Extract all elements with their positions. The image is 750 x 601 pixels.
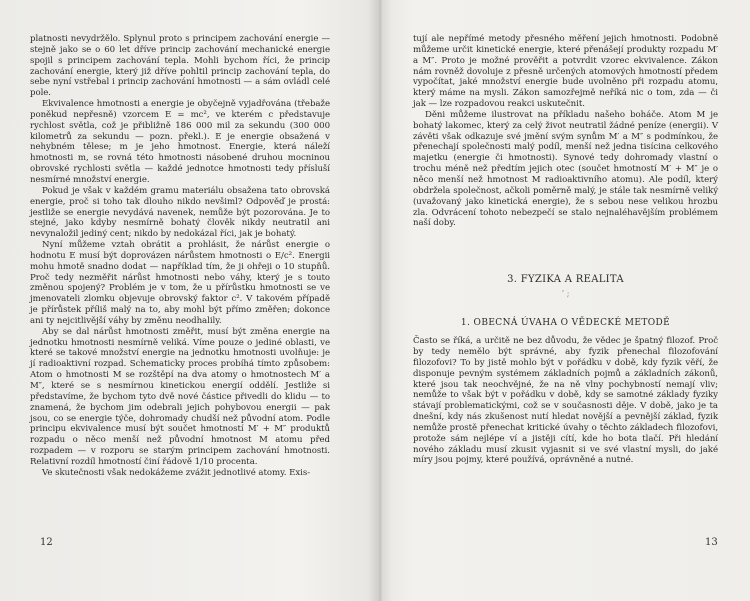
paragraph: Děni můžeme ilustrovat na příkladu našeho boháče. Atom M je bohatý lakomec, který za celý život neutratil žádné peníze (energii). V závěti však odkazuje své jmění svým synům M′ a M″ s podmínkou, že přenechají společnosti malý podíl, menší než jedna tisícina celkového majetku (energie či hmotnosti). Synové tedy dohromady vlastní o trochu méně než předtím jejich otec (součet hmotností M′ + M″ je o něco menší než hmotnost M radioaktivního atomu). Ale podíl, který obdržela společnost, ačkoli poměrně malý, je stále tak nesmírně veliký (uvažovaný jako kinetická energie), že s sebou nese velikou hrozbu zla. Odvrácení tohoto nebezpečí se stalo nejnaléhavějším problémem naší doby.	[413, 109, 718, 229]
paragraph: platnosti nevydržělo. Splynul proto s principem zachování energie — stejně jako se o 60 let dříve princip zachování mechanické energie spojil s principem zachování tepla. Mohli bychom říci, že princip zachování energie, který již dříve pohltil princip zachování tepla, do sebe nyní vstřebal i princip zachování hmotnosti — a sám ovládl celé pole.	[30, 34, 330, 99]
paragraph: Nyní můžeme vztah obrátit a prohlásit, že nárůst energie o hodnotu E musí být doprovázen nárůstem hmotnosti o E/c². Energii mohu hmotě snadno dodat — například tím, že ji ohřeji o 10 stupňů. Proč tedy nezměřit nárůst hmotnosti nebo váhy, který je s touto změnou spojený? Problém je v tom, že u přírůstku hmotnosti se ve jmenovateli zlomku objevuje obrovský faktor c². V takovém případě je přírůstek příliš malý na to, aby mohl být přímo změřen; dokonce ani ty nejcitlivější váhy by změnu neodhalily.	[30, 240, 330, 326]
paragraph: Ekvivalence hmotnosti a energie je obyčejně vyjadřována (třebaže poněkud nepřesně) vzorcem E = mc², ve kterém c představuje rychlost světla, což je přibližně 186 000 mil za sekundu (300 000 kilometrů za sekundu — pozn. překl.). E je energie obsažená v nehybném tělese; m je jeho hmotnost. Energie, která náleží hmotnosti m, se rovná této hmotnosti násobené druhou mocninou obrovské rychlosti světla — každé jednotce hmotnosti tedy přísluší nesmírné množství energie.	[30, 99, 330, 185]
paragraph: Aby se dal nárůst hmotnosti změřit, musí být změna energie na jednotku hmotnosti nesmírně veliká. Víme pouze o jediné oblasti, ve které se takové množství energie na jednotku hmotnosti uvolňuje: je jí radioaktivní rozpad. Schematicky proces probíhá tímto způsobem: Atom o hmotnosti M se rozštěpí na dva atomy o hmotnostech M′ a M″, které se s nesmírnou kinetickou energií oddělí. Jestliže si představíme, že bychom tyto dvě nové částice přivedli do klidu — to znamená, že bychom jim odebrali jejich pohybovou energii — pak jsou, co se energie týče, dohromady chudší než původní atom. Podle principu ekvivalence musí být součet hmotností M′ + M″ produktů rozpadu o něco menší než původní hmotnost M atomu před rozpadem — v rozporu se starým principem zachování hmotnosti. Relativní rozdíl hmotností činí řádově 1/10 procenta.	[30, 326, 330, 467]
paragraph: Často se říká, a určitě ne bez důvodu, že vědec je špatný filozof. Proč by tedy nemělo být správné, aby fyzik přenechal filozofování filozofovi? To by jistě mohlo být v pořádku v době, kdy fyzik věří, že disponuje pevným systémem základních pojmů a základních zákonů, které jsou tak neochvějné, že na ně vlny pochybností nemají vliv; nemůže to však být v pořádku v době, kdy se samotné základy fyziky stávají problematickými, což se v současnosti děje. V době, jako je ta dnešní, kdy nás zkušenost nutí hledat novější a pevnější základ, fyzik nemůže prostě přenechat kritické úvahy o těchto základech filozofovi, protože sám nejlépe ví a jistěji cítí, kde ho bota tlačí. Při hledání nového základu musí zkusit vyjasnit si ve své vlastní mysli, do jaké míry jsou pojmy, které používá, oprávněné a nutné.	[413, 336, 718, 466]
page-number-right: 13	[705, 537, 718, 548]
paragraph: Ve skutečnosti však nedokážeme zvážit jednotlivé atomy. Exis-	[42, 467, 311, 478]
book-gutter-shadow	[368, 0, 392, 601]
page-number-left: 12	[40, 537, 53, 548]
chapter-mark: ’ ;	[561, 289, 570, 299]
paragraph: Pokud je však v každém gramu materiálu obsažena tato obrovská energie, proč si toho tak dlouho nikdo nevšiml? Odpověď je prostá: jestliže se energie nevydává navenek, nemůže být pozorována. Je to stejné, jako kdyby nesmírně bohatý člověk nikdy neutratil ani nevynaložil jediný cent; nikdo by nedokázal říci, jak je bohatý.	[30, 185, 330, 240]
chapter-title: 3. FYZIKA A REALITA	[507, 274, 624, 286]
right-page	[413, 34, 718, 466]
paragraph: tují ale nepřímé metody přesného měření jejich hmotnosti. Podobně můžeme určit kinetické energie, které přenášejí produkty rozpadu M′ a M″. Proto je možné prověřit a potvrdit vzorec ekvivalence. Zákon nám rovněž dovoluje z přesně určených atomových hmotností předem vypočítat, jaké množství energie bude uvolněno při rozpadu atomu, který máme na mysli. Zákon samozřejmě neříká nic o tom, zda — či jak — lze rozpadovou reakci uskutečnit.	[413, 34, 718, 110]
left-page	[30, 34, 330, 479]
section-title: 1. OBECNÁ ÚVAHA O VĚDECKÉ METODĚ	[460, 318, 671, 329]
